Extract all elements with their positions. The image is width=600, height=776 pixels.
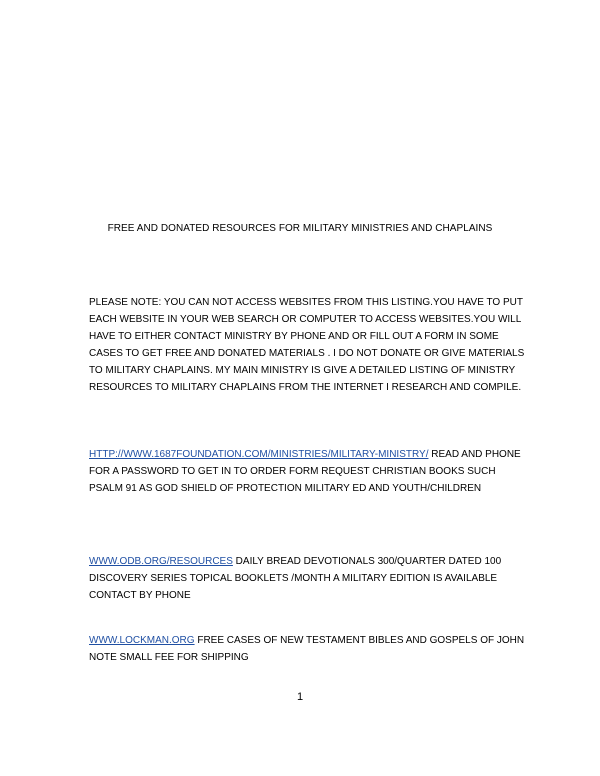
resource-link[interactable]: WWW.LOCKMAN.ORG [89,635,195,646]
resource-description: DAILY BREAD DEVOTIONALS 300/QUARTER DATED 100 DISCOVERY SERIES TOPICAL BOOKLETS /MONTH A MILITARY EDITION IS AVAILABLE CONTACT BY PHONE [89,556,502,601]
note-paragraph: PLEASE NOTE: YOU CAN NOT ACCESS WEBSITES FROM THIS LISTING.YOU HAVE TO PUT EACH WEBSITE IN YOUR WEB SEARCH OR COMPUTER TO ACCESS WEBSITES.YOU WILL HAVE TO EITHER CONTACT MINISTRY BY PHONE AND OR FILL OUT A FORM IN SOME CASES TO GET FREE AND DONATED MATERIALS . I DO NOT DONATE OR GIVE MATERIALS TO MILITARY CHAPLAINS. MY MAIN MINISTRY IS GIVE A DETAILED LISTING OF MINISTRY RESOURCES TO MILITARY CHAPLAINS FROM THE INTERNET I RESEARCH AND COMPILE. [89,297,525,393]
page-number: 1 [296,691,304,703]
resource-description: READ AND PHONE FOR A PASSWORD TO GET IN TO ORDER FORM REQUEST CHRISTIAN BOOKS SUCH PSALM 91 AS GOD SHIELD OF PROTECTION MILITARY ED AND YOUTH/CHILDREN [89,449,521,494]
resource-link[interactable]: HTTP://WWW.1687FOUNDATION.COM/MINISTRIES/MILITARY-MINISTRY/ [89,449,429,460]
resource-description: FREE CASES OF NEW TESTAMENT BIBLES AND GOSPELS OF JOHN NOTE SMALL FEE FOR SHIPPING [89,635,525,663]
resource-link[interactable]: WWW.ODB.ORG/RESOURCES [89,556,233,567]
resource-entry [89,553,529,604]
resource-entry [89,632,529,666]
page-title: FREE AND DONATED RESOURCES FOR MILITARY MINISTRIES AND CHAPLAINS [107,223,493,234]
resource-entry [89,446,529,497]
